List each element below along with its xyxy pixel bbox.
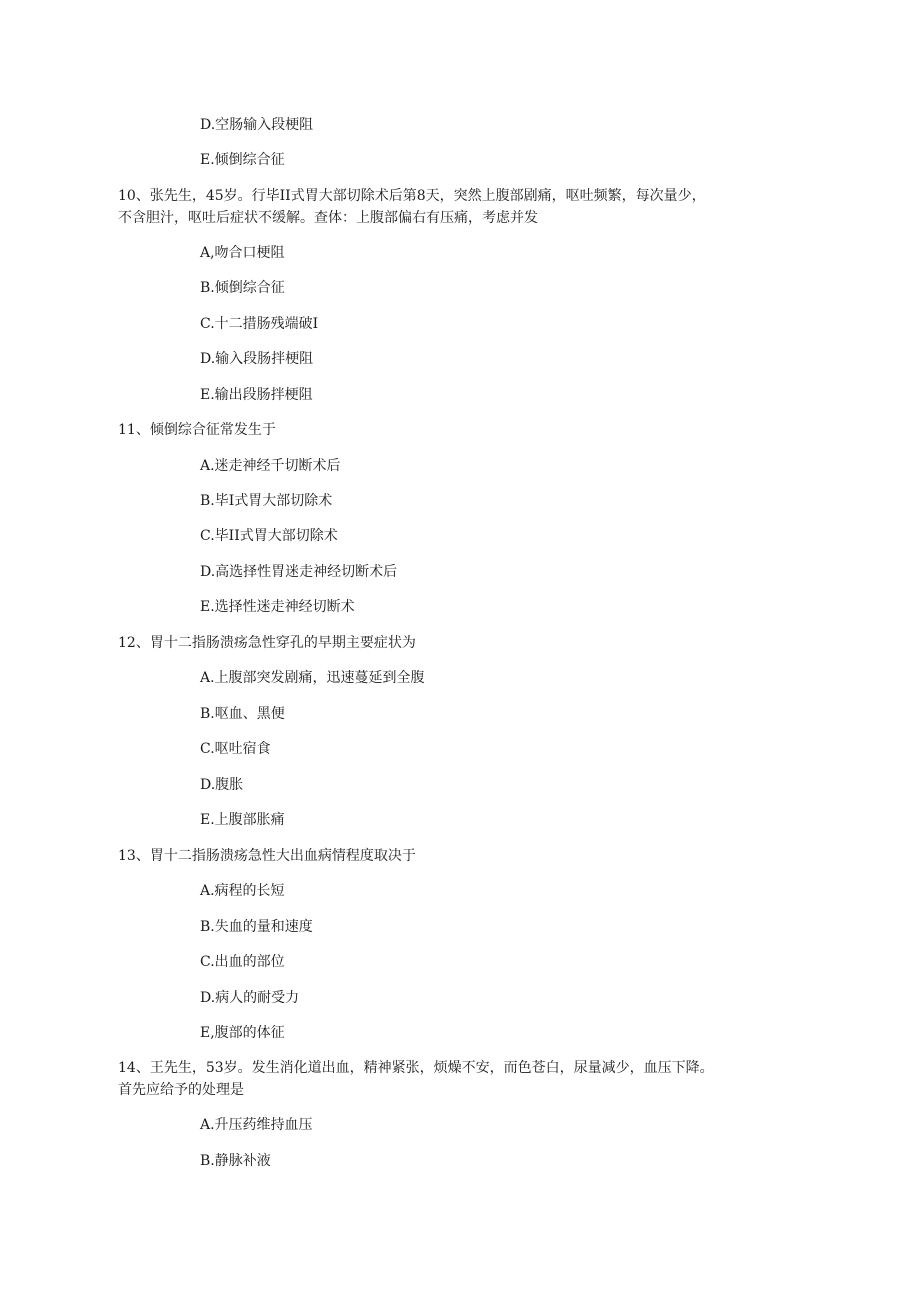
q12-option-b: B.呕血、黑便	[200, 706, 285, 722]
question-14-stem: 14、王先生，53岁。发生消化道出血，精神紧张，烦燥不安，而色苍白，尿量减少，血压下降。	[118, 1060, 714, 1076]
q12-option-c: C.呕吐宿食	[200, 741, 271, 757]
question-13-stem: 13、胃十二指肠溃疡急性大出血病情程度取决于	[118, 848, 416, 864]
question-14-stem-cont: 首先应给予的处理是	[118, 1082, 244, 1098]
q10-option-d: D.输入段肠拌梗阻	[200, 351, 314, 367]
q10-option-b: B.倾倒综合征	[200, 280, 285, 296]
q11-option-c: C.毕II式胃大部切除术	[200, 528, 338, 544]
question-10-stem-cont: 不含胆汁，呕吐后症状不缓解。查体：上腹部偏右有压痛，考虑并发	[118, 210, 538, 226]
q13-option-c: C.出血的部位	[200, 954, 285, 970]
q13-option-d: D.病人的耐受力	[200, 990, 300, 1006]
question-12-stem: 12、胃十二指肠溃疡急性穿孔的早期主要症状为	[118, 635, 416, 651]
q10-option-e: E.输出段肠拌梗阻	[200, 387, 313, 403]
q11-option-a: A.迷走神经千切断术后	[200, 458, 341, 474]
q12-option-e: E.上腹部胀痛	[200, 812, 285, 828]
question-11-stem: 11、倾倒综合征常发生于	[118, 422, 276, 438]
option-e: E.倾倒综合征	[200, 152, 285, 168]
q11-option-e: E.选择性迷走神经切断术	[200, 599, 355, 615]
q14-option-a: A.升压药维持血压	[200, 1117, 313, 1133]
q10-option-a: A,吻合口梗阻	[200, 245, 285, 261]
q11-option-d: D.高选择性胃迷走神经切断术后	[200, 564, 398, 580]
q11-option-b: B.毕I式胃大部切除术	[200, 493, 333, 509]
q12-option-a: A.上腹部突发剧痛，迅速蔓延到全腹	[200, 670, 425, 686]
q13-option-e: E,腹部的体征	[200, 1025, 285, 1041]
q14-option-b: B.静脉补液	[200, 1153, 271, 1169]
option-d: D.空肠输入段梗阻	[200, 117, 314, 133]
q13-option-a: A.病程的长短	[200, 883, 285, 899]
question-10-stem: 10、张先生，45岁。行毕II式胃大部切除术后第8天，突然上腹部剧痛，呕吐频繁，每次量少，	[118, 188, 706, 204]
q12-option-d: D.腹胀	[200, 777, 244, 793]
q13-option-b: B.失血的量和速度	[200, 919, 313, 935]
q10-option-c: C.十二措肠残端破I	[200, 316, 319, 332]
